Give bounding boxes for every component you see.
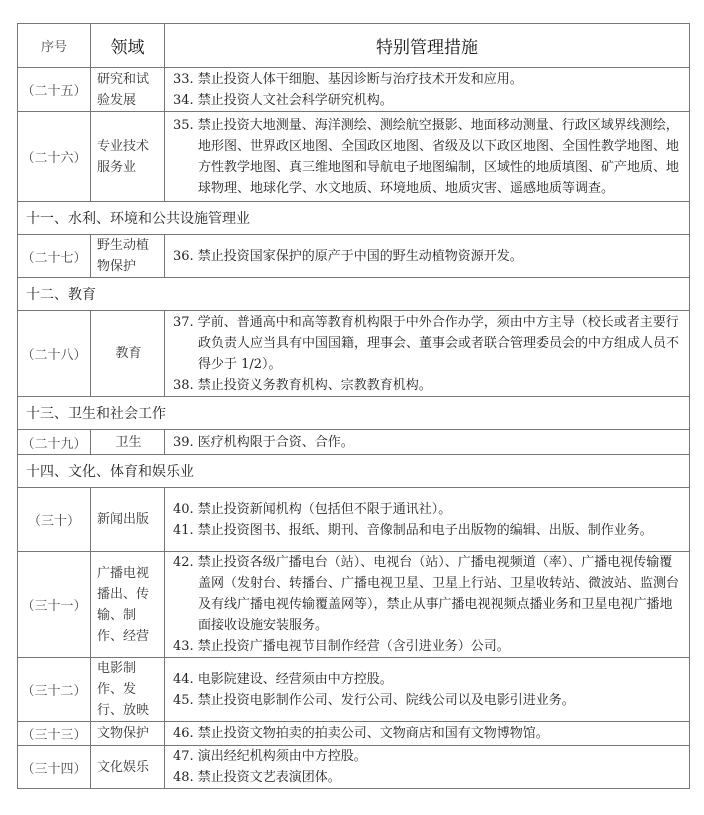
row-number: （二十八）	[18, 311, 91, 397]
table-row	[18, 311, 690, 397]
measure-item: 46. 禁止投资文物拍卖的拍卖公司、文物商店和国有文物博物馆。	[173, 726, 549, 741]
table-row	[18, 488, 690, 552]
measure-item: 48. 禁止投资文艺表演团体。	[173, 770, 341, 785]
section-title: 十一、水利、环境和公共设施管理业	[18, 202, 690, 235]
row-measures	[165, 112, 690, 202]
table-row	[18, 658, 690, 722]
section-row	[18, 278, 690, 311]
table-row	[18, 112, 690, 202]
row-field: 新闻出版	[91, 488, 165, 552]
row-field: 野生动植物保护	[91, 235, 165, 278]
table-row	[18, 552, 690, 658]
row-number: （三十三）	[18, 722, 91, 746]
measure-item: 33. 禁止投资人体干细胞、基因诊断与治疗技术开发和应用。	[173, 71, 523, 87]
section-row	[18, 202, 690, 235]
table-row	[18, 746, 690, 789]
row-measures	[165, 722, 690, 746]
row-measures	[165, 658, 690, 722]
table-header-row	[18, 24, 690, 68]
measure-item: 36. 禁止投资国家保护的原产于中国的野生动植物资源开发。	[173, 248, 523, 264]
row-number: （三十一）	[18, 552, 91, 658]
measure-item: 45. 禁止投资电影制作公司、发行公司、院线公司以及电影引进业务。	[173, 692, 575, 708]
header-no: 序号	[18, 24, 91, 68]
row-number: （三十）	[18, 488, 91, 552]
row-field: 文物保护	[91, 722, 165, 746]
measure-item: 38. 禁止投资义务教育机构、宗教教育机构。	[173, 377, 432, 393]
row-measures	[165, 68, 690, 112]
row-measures	[165, 488, 690, 552]
section-row	[18, 455, 690, 488]
row-measures	[165, 311, 690, 397]
row-number: （三十四）	[18, 746, 91, 789]
table-row	[18, 430, 690, 455]
measure-item: 34. 禁止投资人文社会科学研究机构。	[173, 92, 393, 108]
row-field: 专业技术服务业	[91, 112, 165, 202]
measure-item: 43. 禁止投资广播电视节目制作经营（含引进业务）公司。	[173, 639, 510, 654]
measure-item: 40. 禁止投资新闻机构（包括但不限于通讯社）。	[173, 501, 452, 517]
measure-item: 35. 禁止投资大地测量、海洋测绘、测绘航空摄影、地面移动测量、行政区域界线测绘，地形图、世界政区地图、全国政区地图、省级及以下政区地图、全国性教学地图、地方性教学地图、真三维地图和导航电子地图编制，区域性的地质填图、矿产地质、地球物理、地球化学、水文地质、环境地质、地质灾害、遥感地质等调查。	[173, 117, 680, 196]
row-field: 广播电视播出、传输、制作、经营	[91, 552, 165, 658]
row-field: 研究和试验发展	[91, 68, 165, 112]
row-measures	[165, 746, 690, 789]
row-number: （二十六）	[18, 112, 91, 202]
row-field: 卫生	[91, 430, 165, 455]
measure-item: 39. 医疗机构限于合资、合作。	[173, 434, 354, 450]
row-measures	[165, 235, 690, 278]
special-measures-table	[17, 23, 690, 789]
row-field: 文化娱乐	[91, 746, 165, 789]
row-measures	[165, 552, 690, 658]
section-title: 十四、文化、体育和娱乐业	[18, 455, 690, 488]
section-row	[18, 397, 690, 430]
measure-item: 41. 禁止投资图书、报纸、期刊、音像制品和电子出版物的编辑、出版、制作业务。	[173, 522, 653, 538]
header-measures: 特别管理措施	[165, 24, 690, 68]
measure-item: 37. 学前、普通高中和高等教育机构限于中外合作办学，须由中方主导（校长或者主要行政负责人应当具有中国国籍，理事会、董事会或者联合管理委员会的中方组成人员不得少于 1/2）。	[173, 314, 680, 372]
table-row	[18, 722, 690, 746]
measure-item: 47. 演出经纪机构须由中方控股。	[173, 749, 367, 764]
row-number: （三十二）	[18, 658, 91, 722]
table-row	[18, 68, 690, 112]
table-row	[18, 235, 690, 278]
row-measures	[165, 430, 690, 455]
section-title: 十二、教育	[18, 278, 690, 311]
measure-item: 44. 电影院建设、经营须由中方控股。	[173, 671, 393, 687]
row-number: （二十七）	[18, 235, 91, 278]
row-number: （二十五）	[18, 68, 91, 112]
row-field: 教育	[91, 311, 165, 397]
header-field: 领域	[91, 24, 165, 68]
section-title: 十三、卫生和社会工作	[18, 397, 690, 430]
row-field: 电影制作、发行、放映	[91, 658, 165, 722]
row-number: （二十九）	[18, 430, 91, 455]
measure-item: 42. 禁止投资各级广播电台（站）、电视台（站）、广播电视频道（率）、广播电视传输覆盖网（发射台、转播台、广播电视卫星、卫星上行站、卫星收转站、微波站、监测台及有线广播电视传输覆盖网等），禁止从事广播电视视频点播业务和卫星电视广播地面接收设施安装服务。	[173, 555, 680, 633]
